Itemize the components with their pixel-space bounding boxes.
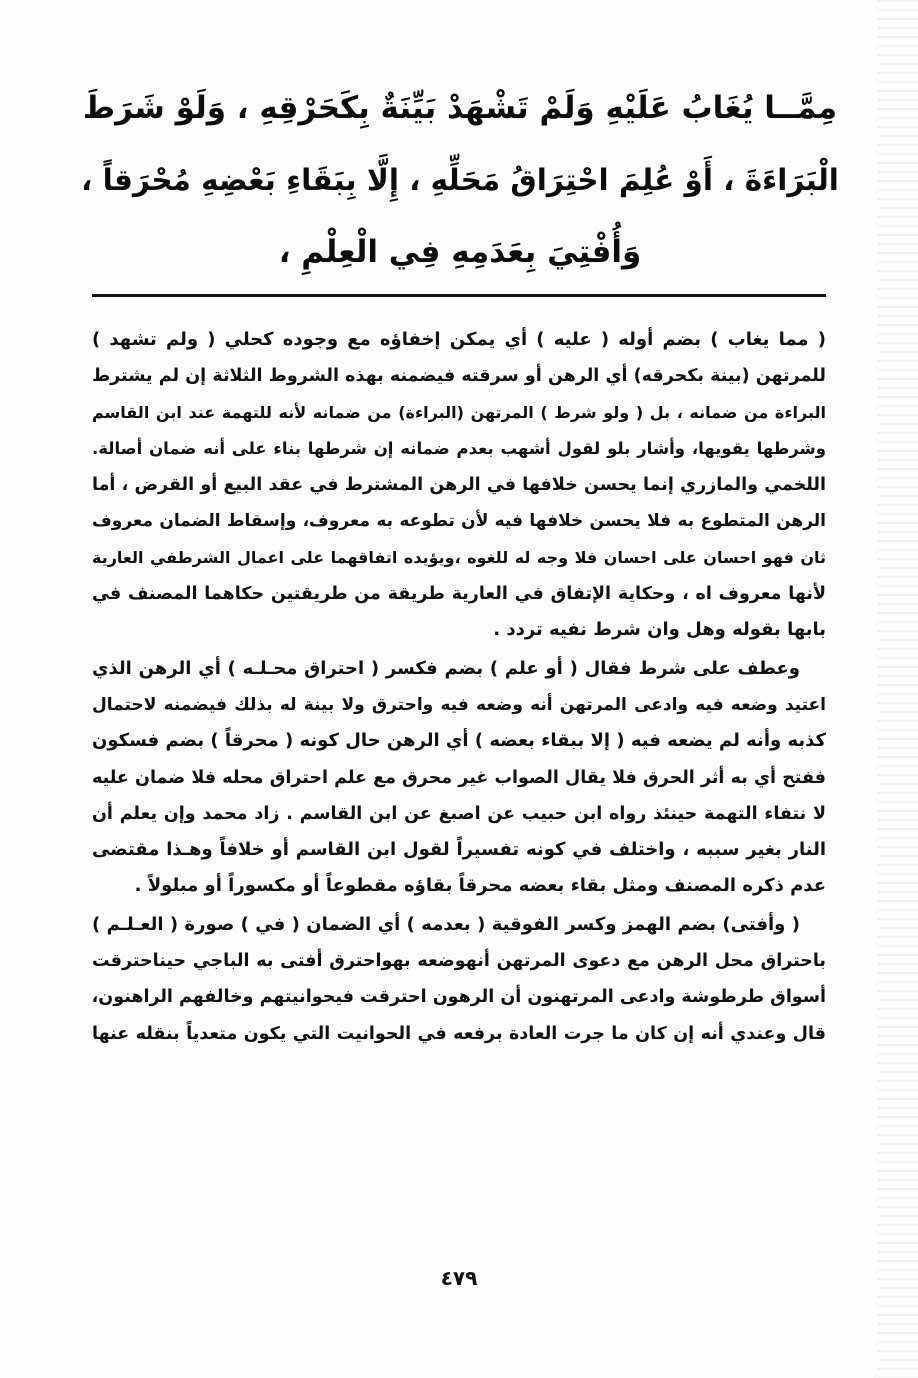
- scan-edge-noise: [878, 0, 918, 1378]
- commentary-text-block: [92, 322, 826, 1052]
- commentary-line: قال وعندي أنه إن كان ما جرت العادة برفعه في الحوانيت التي يكون متعدياً بنقله عنها: [92, 1023, 826, 1044]
- commentary-line: عدم ذكره المصنف ومثل بقاء بعضه محرقاً بقاؤه مقطوعاً أو مكسوراً أو مبلولاً .: [134, 875, 826, 897]
- commentary-line: باحتراق محل الرهن مع دعوى المرتهن أنهوضعه بهواحترق أفتى به الباجي حيناحترقت: [92, 951, 826, 972]
- commentary-paragraph: [92, 322, 826, 649]
- commentary-paragraph: [92, 651, 826, 905]
- page-number: ٤٧٩: [440, 1266, 478, 1290]
- commentary-line: ثان فهو احسان على احسان فلا وجه له للغوه ،ويؤيده اتفاقهما على اعمال الشرطفي العارية: [92, 547, 826, 567]
- matn-line: وَأُفْتِيَ بِعَدَمِهِ فِي الْعِلْمِ ،: [278, 234, 642, 270]
- commentary-line: ففتح أي به أثر الحرق فلا يقال الصواب غير محرق مع علم احتراق محله فلا ضمان عليه: [92, 767, 826, 788]
- commentary-line: اللخمي والمازري إنما يحسن خلافها في الرهن المشترط في عقد البيع أو القرض ، أما: [92, 475, 826, 496]
- commentary-line: ( وأفتى) بضم الهمز وكسر الفوقية ( بعدمه ) أي الضمان ( في ) صورة ( العـلـم ): [92, 913, 800, 935]
- commentary-line: أسواق طرطوشة وادعى المرتهنون أن الرهون احترقت فيحوانيتهم وخالفهم الراهنون،: [92, 987, 826, 1008]
- commentary-line: اعتيد وضعه فيه وادعى المرتهن أنه وضعه فيه واحترق ولا بينة له بذلك فيضمنه لاحتمال: [92, 694, 826, 715]
- matn-line: مِمَّــا يُغَابُ عَلَيْهِ وَلَمْ تَشْهَدْ بَيِّنَةٌ بِكَحَرْقِهِ ، وَلَوْ شَرَطَ: [82, 90, 838, 126]
- matn-text-block: [80, 72, 840, 288]
- commentary-line: وشرطها يقويها، وأشار بلو لقول أشهب بعدم ضمانه إن شرطها بناء على أنه ضمان أصالة.: [92, 438, 826, 458]
- commentary-line: لا نتفاء التهمة حينئذ رواه ابن حبيب عن اصبغ عن ابن القاسم . زاد محمد وإن يعلم أن: [92, 803, 826, 824]
- commentary-line: الرهن المتطوع به فلا يحسن خلافها فيه لأن تطوعه به معروف، وإسقاط الضمان معروف: [92, 511, 826, 532]
- commentary-line: البراءة من ضمانه ، بل ( ولو شرط ) المرتهن (البراءة) من ضمانه لأنه للتهمة عند ابن القاسم: [92, 402, 826, 422]
- separator-rule: [92, 294, 826, 297]
- commentary-paragraph: [92, 907, 826, 1052]
- commentary-line: ( مما يغاب ) بضم أوله ( عليه ) أي يمكن إخفاؤه مع وجوده كحلي ( ولم تشهد ): [92, 329, 826, 350]
- commentary-line: للمرتهن (بينة بكحرقه) أي الرهن أو سرقته فيضمنه بهذه الشروط الثلاثة إن لم يشترط: [92, 366, 826, 387]
- commentary-line: كذبه وأنه لم يضعه فيه ( إلا ببقاء بعضه ) أي الرهن حال كونه ( محرقاً ) بضم فسكون: [92, 730, 826, 752]
- commentary-line: النار بغير سببه ، واختلف في كونه تفسيراً لقول ابن القاسم أو خلافاً وهـذا مقتضى: [92, 839, 826, 861]
- commentary-line: لأنها معروف اه ، وحكاية الإتفاق في العارية طريقة من طريقتين حكاهما المصنف في: [92, 584, 826, 605]
- commentary-line: وعطف على شرط فقال ( أو علم ) بضم فكسر ( احتراق محـلـه ) أي الرهن الذي: [92, 657, 800, 679]
- commentary-line: بابها بقوله وهل وان شرط نفيه تردد .: [493, 619, 826, 641]
- matn-line: الْبَرَاءَةَ ، أَوْ عُلِمَ احْتِرَاقُ مَحَلِّهِ ، إِلَّا بِبَقَاءِ بَعْضِهِ مُحْرَقاً ،: [81, 163, 839, 197]
